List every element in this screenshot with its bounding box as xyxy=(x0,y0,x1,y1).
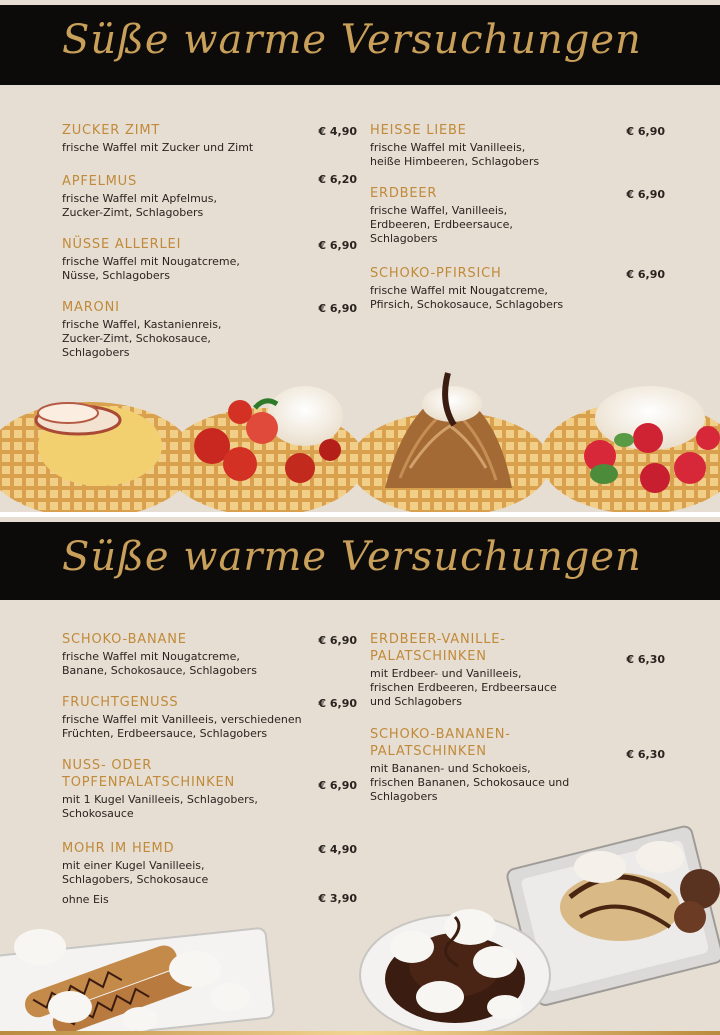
item-price: € 6,20 xyxy=(318,173,357,186)
item-description: frische Waffel, Kastanienreis, Zucker-Zimt, Schokosauce, Schlagobers xyxy=(62,318,222,359)
item-price: € 6,30 xyxy=(626,653,665,666)
item-name: NÜSSE ALLERLEI xyxy=(62,237,182,252)
menu-item xyxy=(62,694,357,741)
item-price: € 6,90 xyxy=(626,268,665,281)
item-price: € 6,90 xyxy=(626,125,665,138)
item-name: APFELMUS xyxy=(62,174,138,189)
item-name: ERDBEER xyxy=(370,186,438,201)
item-description: frische Waffel mit Vanilleeis, heiße Himbeeren, Schlagobers xyxy=(370,141,540,168)
waffles-photo xyxy=(0,368,720,512)
menu-item xyxy=(62,236,357,283)
item-description: mit Bananen- und Schokoeis, frischen Bananen, Schokosauce und Schlagobers xyxy=(370,762,570,803)
item-name: ZUCKER ZIMT xyxy=(62,123,161,138)
item-description: frische Waffel mit Apfelmus, Zucker-Zimt, Schlagobers xyxy=(62,192,217,219)
page-title: Süße warme Versuchungen xyxy=(62,17,642,63)
item-price: € 3,90 xyxy=(318,892,357,905)
item-description: mit Erdbeer- und Vanilleeis, frischen Erdbeeren, Erdbeersauce und Schlagobers xyxy=(370,667,557,708)
item-price: € 6,90 xyxy=(318,634,357,647)
menu-item xyxy=(370,726,665,804)
item-description: frische Waffel, Vanilleeis, Erdbeeren, Erdbeersauce, Schlagobers xyxy=(370,204,513,245)
item-description: frische Waffel mit Nougatcreme, Banane, Schokosauce, Schlagobers xyxy=(62,650,257,677)
item-name: MOHR IM HEMD xyxy=(62,841,175,856)
item-name: SCHOKO-PFIRSICH xyxy=(370,266,502,281)
menu-item xyxy=(370,185,665,246)
gold-divider xyxy=(0,1031,720,1035)
item-name: ERDBEER-VANILLE- PALATSCHINKEN xyxy=(370,632,506,664)
item-name: HEISSE LIEBE xyxy=(370,123,467,138)
item-price: € 4,90 xyxy=(318,843,357,856)
menu-item xyxy=(62,122,357,155)
menu-item xyxy=(370,631,665,709)
menu-item xyxy=(62,631,357,678)
item-name: NUSS- ODER TOPFENPALATSCHINKEN xyxy=(62,758,236,790)
title-banner xyxy=(0,522,720,600)
item-price: € 4,90 xyxy=(318,125,357,138)
item-price: € 6,30 xyxy=(626,748,665,761)
item-name: MARONI xyxy=(62,300,120,315)
menu-item xyxy=(62,299,357,360)
item-price: € 6,90 xyxy=(318,239,357,252)
item-description: mit 1 Kugel Vanilleeis, Schlagobers, Schokosauce xyxy=(62,793,258,820)
item-description: frische Waffel mit Nougatcreme, Nüsse, Schlagobers xyxy=(62,255,240,282)
menu-item xyxy=(62,173,357,220)
item-price: € 6,90 xyxy=(318,779,357,792)
item-description: frische Waffel mit Nougatcreme, Pfirsich, Schokosauce, Schlagobers xyxy=(370,284,564,311)
menu-item xyxy=(370,122,665,169)
title-banner xyxy=(0,5,720,85)
item-name: SCHOKO-BANANE xyxy=(62,632,187,647)
item-description: frische Waffel mit Vanilleeis, verschiedenen Früchten, Erdbeersauce, Schlagobers xyxy=(62,713,302,740)
palatschinken-and-dessert-photo xyxy=(0,797,720,1035)
item-description: ohne Eis xyxy=(62,893,109,906)
menu-page-2 xyxy=(0,517,720,1035)
menu-page-1 xyxy=(0,0,720,512)
item-price: € 6,90 xyxy=(626,188,665,201)
item-name: FRUCHTGENUSS xyxy=(62,695,179,710)
menu-item xyxy=(370,265,665,312)
item-price: € 6,90 xyxy=(318,697,357,710)
item-name: SCHOKO-BANANEN- PALATSCHINKEN xyxy=(370,727,511,759)
page-title: Süße warme Versuchungen xyxy=(62,534,642,580)
item-description: mit einer Kugel Vanilleeis, Schlagobers, Schokosauce xyxy=(62,859,209,886)
item-description: frische Waffel mit Zucker und Zimt xyxy=(62,141,254,154)
item-price: € 6,90 xyxy=(318,302,357,315)
